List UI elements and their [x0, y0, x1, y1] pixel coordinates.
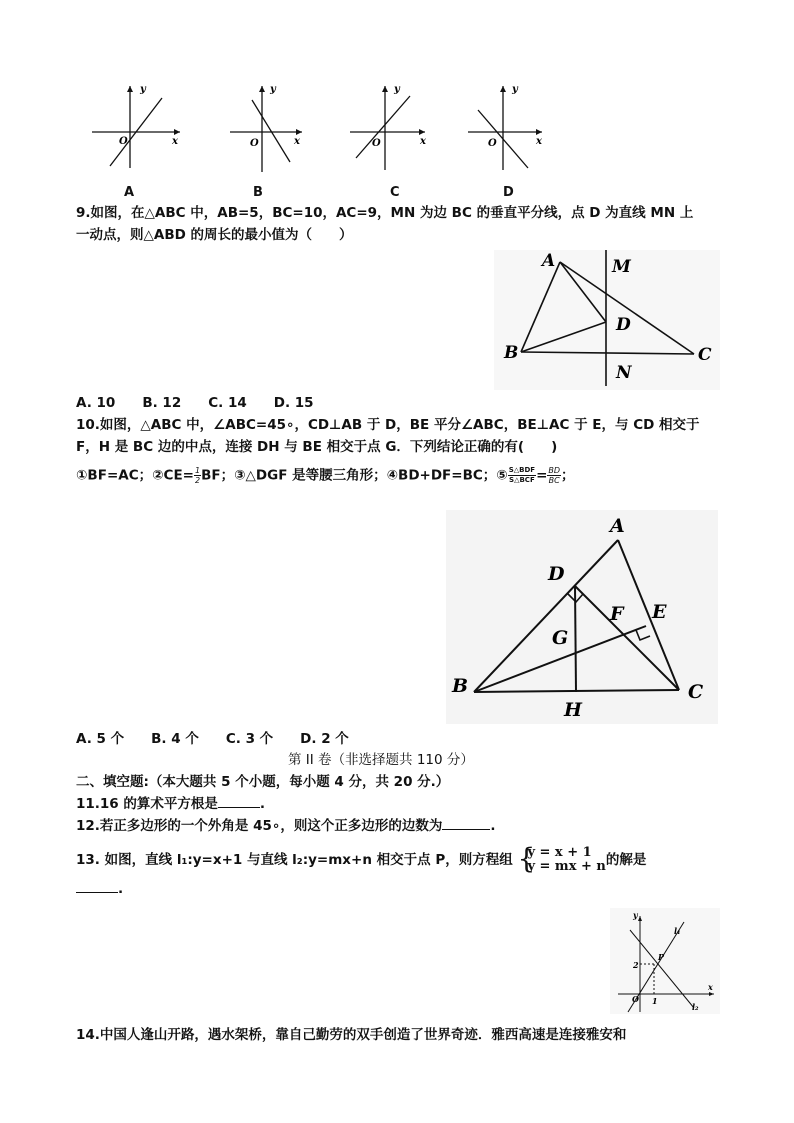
q13-equation-system: { y = x + 1 y = mx + n [517, 842, 606, 875]
svg-text:l₂: l₂ [692, 1002, 699, 1012]
q10-area-ratio: $\frac{\text{S△BDF}}{\text{S△BCF}}$ [508, 466, 536, 484]
svg-text:G: G [552, 627, 569, 649]
q11: 11.16 的算术平方根是 . [76, 796, 266, 812]
graph-option-a [92, 84, 180, 168]
q12: 12.若正多边形的一个外角是 45∘，则这个正多边形的边数为 . [76, 818, 496, 834]
svg-text:x: x [294, 136, 300, 147]
volume-title: 第 II 卷（非选择题共 110 分） [288, 752, 474, 768]
q13-answer-blank [76, 880, 118, 893]
q11-answer-blank [218, 795, 260, 808]
svg-text:y: y [270, 84, 276, 95]
svg-text:O: O [632, 994, 639, 1004]
q9-figure [494, 250, 720, 390]
q10-stmt-part1: ①BF=AC；②CE= [76, 467, 194, 484]
q10-line1: 10.如图，△ABC 中，∠ABC=45∘，CD⊥AB 于 D，BE 平分∠ABC，BE⊥AC 于 E，与 CD 相交于 [76, 417, 700, 433]
svg-text:O: O [372, 138, 381, 149]
svg-text:N: N [616, 363, 632, 383]
q10-options: A. 5 个 B. 4 个 C. 3 个 D. 2 个 [76, 731, 349, 747]
svg-text:y: y [633, 910, 638, 920]
q9-options: A. 10 B. 12 C. 14 D. 15 [76, 395, 314, 411]
svg-text:l₁: l₁ [674, 926, 681, 936]
svg-text:y: y [394, 84, 400, 95]
svg-text:M: M [612, 257, 631, 277]
q10-stmt-part2: BF；③△DGF 是等腰三角形；④BD+DF=BC；⑤ [201, 467, 508, 484]
svg-text:H: H [564, 699, 582, 721]
graph-label-b: B [253, 185, 263, 200]
svg-text:P: P [658, 952, 665, 962]
q12-answer-blank [442, 817, 490, 830]
svg-text:x: x [172, 136, 178, 147]
q13: 13. 如图，直线 l₁:y=x+1 与直线 l₂:y=mx+n 相交于点 P，则方程组 { y = x + 1 y = mx + n 的解是 [76, 842, 647, 875]
q9-line1: 9.如图，在△ABC 中，AB=5，BC=10，AC=9，MN 为边 BC 的垂直平分线，点 D 为直线 MN 上 [76, 205, 694, 221]
graph-option-b [230, 84, 302, 172]
graph-label-d: D [503, 185, 514, 200]
q13-figure [610, 908, 720, 1014]
svg-text:y: y [140, 84, 146, 95]
svg-text:B: B [504, 343, 519, 363]
q14-line1: 14.中国人逢山开路，遇水架桥，靠自己勤劳的双手创造了世界奇迹．雅西高速是连接雅安和 [76, 1027, 627, 1043]
q10-statements: ①BF=AC；②CE= $\frac{1}{2}$ BF；③△DGF 是等腰三角形；④BD+DF=BC；⑤ $\frac{\text{S△BDF}}{\text{S△BCF}}$ = $\frac{BD}{BC}$ ； [76, 466, 575, 485]
svg-text:F: F [610, 603, 624, 625]
svg-text:x: x [708, 982, 713, 992]
svg-text:y: y [512, 84, 518, 95]
svg-text:2: 2 [633, 960, 639, 970]
svg-text:A: A [610, 515, 625, 537]
graph-label-a: A [124, 185, 135, 200]
svg-text:O: O [119, 136, 128, 147]
svg-text:D: D [616, 315, 631, 335]
q10-figure [446, 510, 718, 724]
svg-text:D: D [548, 563, 565, 585]
q10-half-fraction: $\frac{1}{2}$ [194, 466, 201, 485]
q10-line2: F，H 是 BC 边的中点，连接 DH 与 BE 相交于点 G．下列结论正确的有( ) [76, 439, 558, 455]
section-heading: 二、填空题:（本大题共 5 个小题，每小题 4 分，共 20 分.） [76, 774, 450, 790]
svg-text:x: x [420, 136, 426, 147]
svg-text:x: x [536, 136, 542, 147]
graph-option-c [350, 84, 427, 170]
svg-text:B: B [452, 675, 469, 697]
option-graphs [80, 80, 560, 180]
q10-segment-ratio: $\frac{BD}{BC}$ [548, 466, 561, 485]
svg-text:E: E [652, 601, 667, 623]
q13-answer: . [76, 880, 123, 898]
svg-text:O: O [488, 138, 497, 149]
svg-text:A: A [542, 251, 556, 271]
svg-text:O: O [250, 138, 259, 149]
q9-line2: 一动点，则△ABD 的周长的最小值为（ ） [76, 227, 353, 243]
graph-label-c: C [390, 185, 400, 200]
svg-text:C: C [698, 345, 712, 365]
svg-text:C: C [688, 681, 704, 703]
svg-text:1: 1 [652, 996, 658, 1006]
graph-option-d [468, 84, 543, 170]
